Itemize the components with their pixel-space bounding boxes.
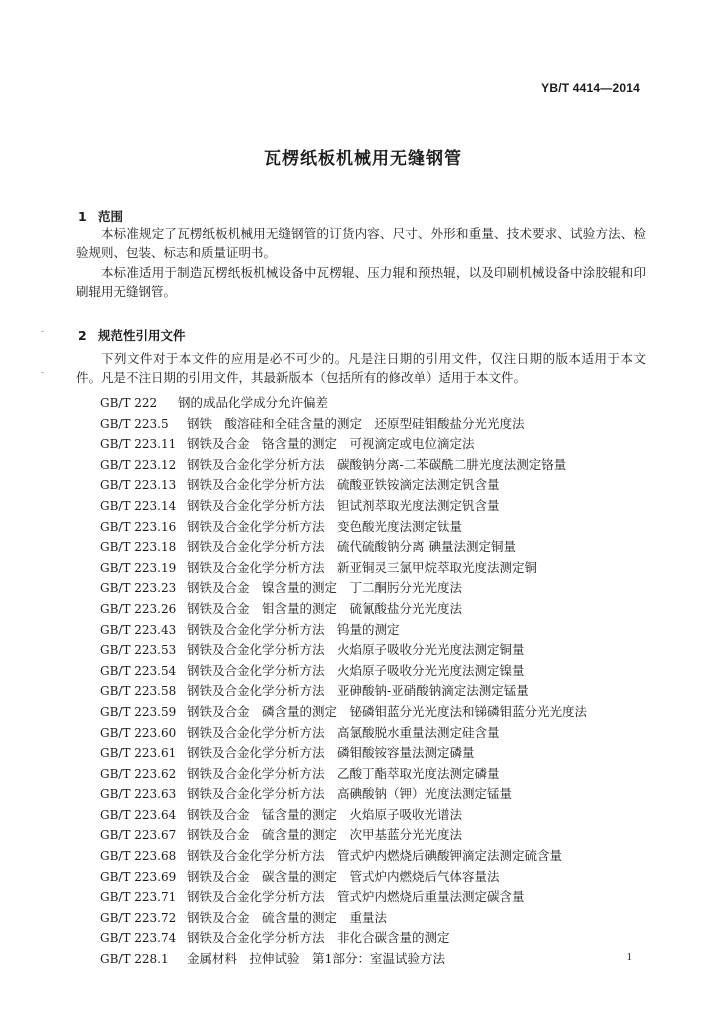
list-item — [100, 764, 587, 785]
list-item — [100, 949, 587, 970]
reference-code: GB/T 223.18 — [100, 540, 177, 555]
reference-title: 钢铁及合金 碳含量的测定 管式炉内燃烧后气体容量法 — [187, 868, 500, 884]
reference-code: GB/T 223.71 — [100, 890, 177, 905]
reference-code: GB/T 223.54 — [100, 663, 177, 678]
reference-code: GB/T 223.72 — [100, 910, 177, 925]
reference-code: GB/T 223.67 — [100, 828, 177, 843]
list-item — [100, 867, 587, 888]
reference-code: GB/T 223.62 — [100, 766, 177, 781]
reference-title: 钢铁及合金化学分析方法 硫酸亚铁铵滴定法测定钒含量 — [187, 477, 500, 493]
list-item — [100, 661, 587, 682]
reference-code: GB/T 228.1 — [100, 952, 169, 967]
list-item — [100, 393, 587, 414]
reference-title: 钢铁及合金 镍含量的测定 丁二酮肟分光光度法 — [187, 580, 463, 596]
list-item — [100, 620, 587, 641]
reference-title: 金属材料 拉伸试验 第1部分：室温试验方法 — [187, 951, 445, 967]
reference-title: 钢的成品化学成分允许偏差 — [178, 395, 329, 410]
list-item — [100, 599, 587, 620]
reference-title: 钢铁及合金化学分析方法 火焰原子吸收分光光度法测定铜量 — [187, 642, 525, 658]
list-item — [100, 475, 587, 496]
list-item — [100, 702, 587, 723]
reference-code: GB/T 223.63 — [100, 787, 177, 802]
reference-title: 钢铁及合金 铬含量的测定 可视滴定或电位滴定法 — [187, 436, 475, 452]
list-item — [100, 887, 587, 908]
list-item — [100, 578, 587, 599]
document-title: 瓦楞纸板机械用无缝钢管 — [264, 149, 462, 169]
scope-paragraph-2: 本标准适用于制造瓦楞纸板机械设备中瓦楞辊、压力辊和预热辊，以及印刷机械设备中涂胶辊和印刷辊用无缝钢管。 — [76, 265, 646, 299]
reference-code: GB/T 223.19 — [100, 560, 177, 575]
section-1-heading — [78, 207, 123, 225]
reference-title: 钢铁及合金化学分析方法 碳酸钠分离-二苯碳酰二肼光度法测定铬量 — [187, 456, 567, 472]
reference-code: GB/T 223.23 — [100, 581, 177, 596]
reference-title: 钢铁及合金化学分析方法 管式炉内燃烧后重量法测定碳含量 — [187, 889, 525, 905]
section-2-heading — [78, 326, 186, 344]
reference-code: GB/T 223.13 — [100, 478, 177, 493]
list-item — [100, 784, 587, 805]
normative-references-intro: 下列文件对于本文件的应用是必不可少的。凡是注日期的引用文件，仅注日期的版本适用于本文件。凡是不注日期的引用文件，其最新版本（包括所有的修改单）适用于本文件。 — [76, 351, 646, 385]
list-item — [100, 743, 587, 764]
section-number: 2 — [78, 328, 87, 343]
list-item — [100, 640, 587, 661]
list-item — [100, 558, 587, 579]
list-item — [100, 517, 587, 538]
reference-title: 钢铁及合金化学分析方法 磷钼酸铵容量法测定磷量 — [187, 745, 475, 761]
reference-code: GB/T 223.61 — [100, 746, 177, 761]
standard-code: YB/T 4414—2014 — [541, 81, 640, 95]
reference-list — [100, 393, 587, 970]
reference-code: GB/T 223.74 — [100, 931, 177, 946]
reference-title: 钢铁及合金 锰含量的测定 火焰原子吸收光谱法 — [187, 806, 463, 822]
reference-code: GB/T 223.16 — [100, 519, 177, 534]
reference-title: 钢铁及合金 硫含量的测定 次甲基蓝分光光度法 — [187, 827, 463, 843]
reference-code: GB/T 223.26 — [100, 601, 177, 616]
list-item — [100, 414, 587, 435]
reference-title: 钢铁及合金化学分析方法 亚砷酸钠-亚硝酸钠滴定法测定锰量 — [187, 683, 529, 699]
reference-code: GB/T 223.14 — [100, 498, 177, 513]
reference-title: 钢铁及合金化学分析方法 新亚铜灵三氯甲烷萃取光度法测定铜 — [187, 559, 538, 575]
reference-title: 钢铁及合金化学分析方法 硫代硫酸钠分离 碘量法测定铜量 — [187, 539, 516, 555]
list-item — [100, 723, 587, 744]
list-item — [100, 681, 587, 702]
reference-title: 钢铁及合金化学分析方法 非化合碳含量的测定 — [187, 930, 450, 946]
reference-code: GB/T 223.64 — [100, 807, 177, 822]
reference-code: GB/T 223.68 — [100, 849, 177, 864]
list-item — [100, 805, 587, 826]
margin-mark — [41, 331, 44, 332]
reference-title: 钢铁及合金 钼含量的测定 硫氰酸盐分光光度法 — [187, 600, 463, 616]
list-item — [100, 496, 587, 517]
list-item — [100, 908, 587, 929]
reference-code: GB/T 223.43 — [100, 622, 177, 637]
section-number: 1 — [78, 209, 87, 224]
reference-code: GB/T 223.11 — [100, 437, 177, 452]
reference-title: 钢铁及合金化学分析方法 高氯酸脱水重量法测定硅含量 — [187, 724, 500, 740]
reference-title: 钢铁 酸溶硅和全硅含量的测定 还原型硅钼酸盐分光光度法 — [187, 415, 525, 431]
reference-title: 钢铁及合金 磷含量的测定 铋磷钼蓝分光光度法和锑磷钼蓝分光光度法 — [187, 703, 588, 719]
reference-title: 钢铁及合金化学分析方法 钨量的测定 — [187, 621, 400, 637]
reference-title: 钢铁及合金化学分析方法 变色酸光度法测定钛量 — [187, 518, 463, 534]
reference-code: GB/T 223.69 — [100, 869, 177, 884]
section-title: 规范性引用文件 — [98, 328, 186, 343]
list-item — [100, 825, 587, 846]
reference-code: GB/T 223.12 — [100, 457, 177, 472]
list-item — [100, 455, 587, 476]
scope-paragraph-1: 本标准规定了瓦楞纸板机械用无缝钢管的订货内容、尺寸、外形和重量、技术要求、试验方法、检验规则、包装、标志和质量证明书。 — [76, 226, 646, 260]
reference-code: GB/T 223.60 — [100, 725, 177, 740]
reference-title: 钢铁及合金化学分析方法 乙酸丁酯萃取光度法测定磷量 — [187, 765, 500, 781]
reference-code: GB/T 223.5 — [100, 416, 169, 431]
page-number: 1 — [626, 951, 632, 963]
reference-title: 钢铁及合金化学分析方法 钽试剂萃取光度法测定钒含量 — [187, 497, 500, 513]
reference-code: GB/T 222 — [100, 396, 158, 410]
margin-mark — [41, 372, 44, 373]
list-item — [100, 928, 587, 949]
list-item — [100, 537, 587, 558]
list-item — [100, 434, 587, 455]
list-item — [100, 846, 587, 867]
section-title: 范围 — [98, 209, 124, 224]
reference-code: GB/T 223.53 — [100, 643, 177, 658]
reference-title: 钢铁及合金化学分析方法 火焰原子吸收分光光度法测定镍量 — [187, 662, 525, 678]
reference-title: 钢铁及合金化学分析方法 高碘酸钠（钾）光度法测定锰量 — [187, 786, 513, 802]
reference-title: 钢铁及合金 硫含量的测定 重量法 — [187, 909, 388, 925]
reference-title: 钢铁及合金化学分析方法 管式炉内燃烧后碘酸钾滴定法测定硫含量 — [187, 848, 563, 864]
reference-code: GB/T 223.58 — [100, 684, 177, 699]
reference-code: GB/T 223.59 — [100, 704, 177, 719]
